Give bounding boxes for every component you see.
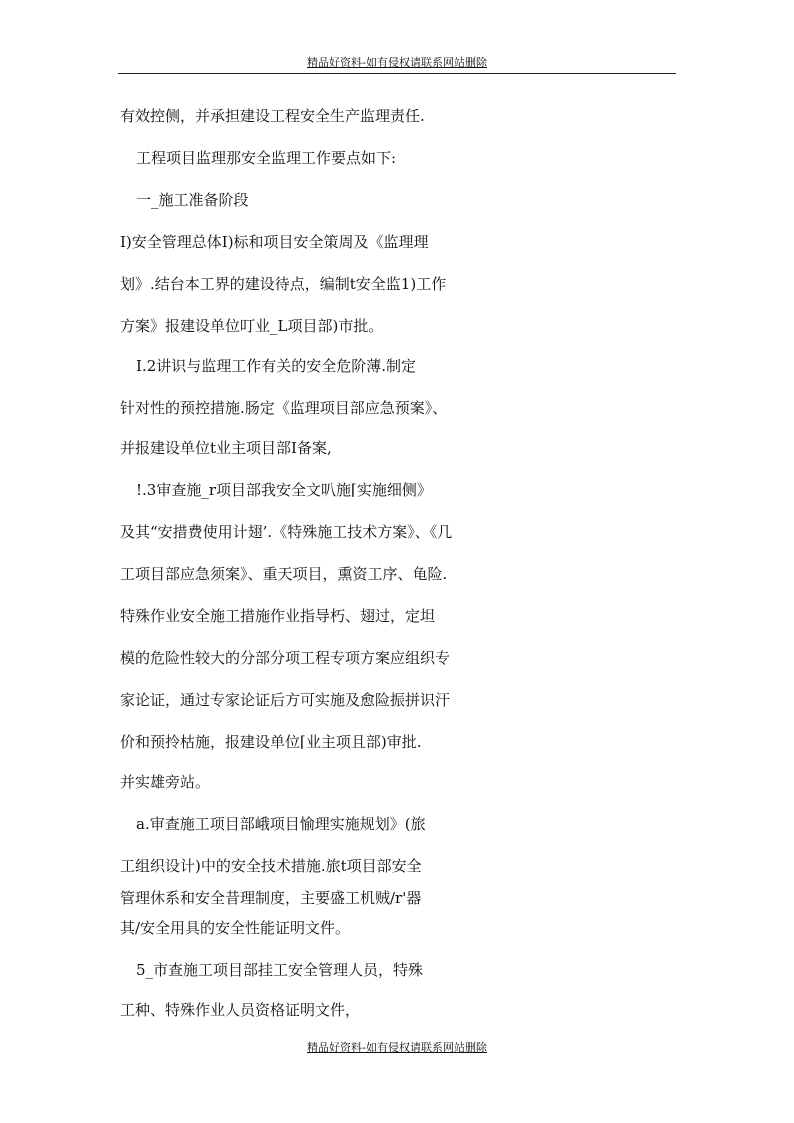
body-line-13: 特殊作业安全施工措施作业指导朽、翅过，定坦	[120, 607, 436, 625]
body-line-6: 方案》报建设单位叮业_L项目部)市批。	[120, 317, 384, 335]
body-line-19: 工组织设计)中的安全技术措施.旅t项目部安全	[120, 857, 422, 875]
body-line-18: a.审查施工项目部峨项目愉理实施规划》(旅	[136, 815, 426, 833]
body-line-1: 有效控侧，并承担建设工程安全生产监理责任.	[120, 107, 425, 125]
body-line-15: 家论证，通过专家论证后方可实施及愈险振拼识汗	[120, 691, 451, 709]
header-rule	[118, 73, 676, 74]
body-line-4: I)安全管理总体I)标和项目安全策周及《监理理	[120, 233, 429, 251]
body-line-5: 划》.结台本工界的建设待点，编制t安全监1)工作	[120, 275, 447, 293]
header-notice: 精品好资料-如有侵权请联系网站删除	[307, 56, 487, 69]
body-line-10: !.3审查施_r项目部我安全文叭施⌈实施细侧》	[136, 481, 432, 499]
body-line-21: 其/安全用具的安全性能证明文件。	[120, 919, 351, 937]
body-line-16: 价和预拎枯施，报建设单位⌈业主项且部)审批.	[120, 733, 422, 751]
section-heading: 一_施工准备阶段	[136, 191, 249, 209]
body-line-7: I.2讲识与监理工作有关的安全危阶薄.制定	[136, 357, 417, 375]
body-line-8: 针对性的预控措施.肠定《监理项目部应急预案》、	[120, 399, 448, 417]
body-line-17: 并实雄旁站。	[120, 773, 211, 791]
body-line-23: 工种、特殊作业人员资格证明文件，	[120, 1001, 361, 1019]
body-line-14: 模的危险性较大的分部分项工程专项方案应组织专	[120, 649, 451, 667]
body-line-11: 及其“安措费使用计翅’.《特殊施工技术方案》、《几	[120, 523, 453, 541]
body-line-20: 管理休系和安全昔理制度，主要盛工机贼/r'器	[120, 889, 422, 907]
body-line-12: 工项目部应急须案》、重天项目，熏资工序、龟险.	[120, 565, 448, 583]
footer-notice: 精品好资料-如有侵权请联系网站删除	[307, 1041, 487, 1054]
body-line-9: 并报建设单位t业主项目部I备案,	[120, 439, 332, 457]
body-line-22: 5_市查施工项目部挂工安全管理人员，特殊	[136, 961, 424, 979]
body-line-2: 工程项目监理那安全监理工作要点如下:	[136, 149, 397, 167]
